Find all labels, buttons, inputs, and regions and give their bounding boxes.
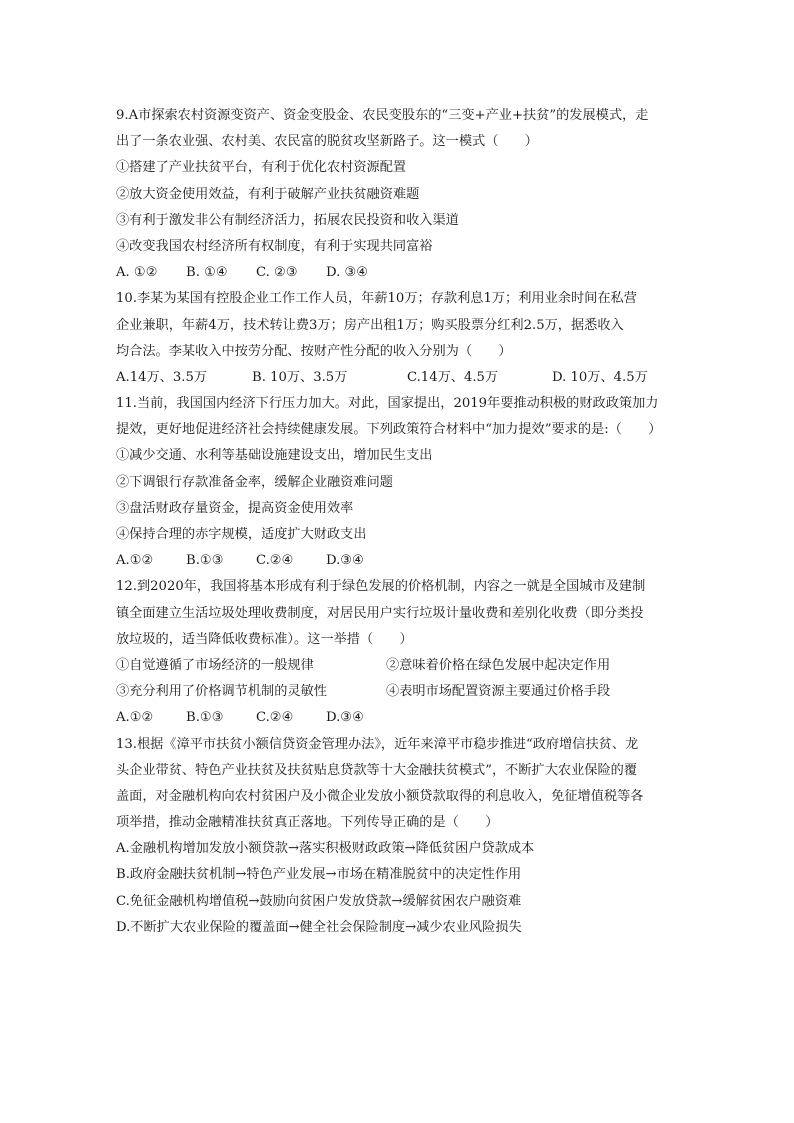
statement-option: ④改变我国农村经济所有权制度，有利于实现共同富裕 (116, 238, 433, 254)
statement-option: ①搭建了产业扶贫平台，有利于优化农村资源配置 (116, 160, 407, 176)
question-stem: 出了一条农业强、农村美、农民富的脱贫攻坚新路子。这一模式（ ） (116, 134, 538, 150)
statement-option: ①自觉遵循了市场经济的一般规律 (116, 657, 314, 673)
question-page (116, 103, 696, 941)
question-stem: 10.李某为某国有控股企业工作工作人员，年薪10万；存款利息1万；利用业余时间在私营 (116, 291, 637, 307)
statement-option: ③有利于激发非公有制经济活力，拓展农民投资和收入渠道 (116, 212, 459, 228)
choice-a[interactable]: A.14万、3.5万 (116, 369, 208, 385)
answer-choices (116, 260, 696, 286)
choice-c[interactable]: C.14万、4.5万 (407, 369, 499, 385)
question-stem: 11.当前，我国国内经济下行压力加大。对此，国家提出，2019年要推动积极的财政政策加力 (116, 396, 659, 412)
choice-c[interactable]: C. ②③ (256, 265, 298, 281)
question-stem: 项举措，推动金融精准扶贫真正落地。下列传导正确的是（ ） (116, 815, 499, 831)
choice-a[interactable]: A.①② (116, 710, 154, 726)
choice-b[interactable]: B. ①④ (186, 265, 228, 281)
question-10 (116, 286, 696, 391)
answer-choices (116, 705, 696, 731)
choice-b[interactable]: B.政府金融扶贫机制→特色产业发展→市场在精准脱贫中的决定性作用 (116, 867, 522, 883)
question-stem: 企业兼职，年薪4万，技术转让费3万；房产出租1万；购买股票分红利2.5万，据悉收入 (116, 317, 624, 333)
statement-option: ②下调银行存款准备金率，缓解企业融资难问题 (116, 474, 393, 490)
statement-option: ④保持合理的赤字规模，适度扩大财政支出 (116, 527, 367, 542)
choice-b[interactable]: B.①③ (186, 710, 224, 726)
question-stem: 12.到2020年，我国将基本形成有利于绿色发展的价格机制，内容之一就是全国城市及建制 (116, 579, 646, 595)
statement-option-row (116, 653, 696, 679)
choice-a[interactable]: A. ①② (116, 265, 158, 281)
choice-c[interactable]: C.免征金融机构增值税→鼓励向贫困户发放贷款→缓解贫困农户融资难 (116, 893, 522, 909)
statement-option-row (116, 679, 696, 705)
choice-a[interactable]: A.①② (116, 553, 154, 569)
question-stem: 13.根据《漳平市扶贫小额信贷资金管理办法》，近年来漳平市稳步推进“政府增信扶贫、龙 (116, 736, 639, 752)
choice-d[interactable]: D. 10万、4.5万 (552, 369, 648, 385)
statement-option: ③充分利用了价格调节机制的灵敏性 (116, 684, 327, 700)
choice-d[interactable]: D.③④ (326, 553, 364, 569)
question-stem: 均合法。李某收入中按劳分配、按财产性分配的收入分别为（ ） (116, 343, 512, 359)
question-13 (116, 732, 696, 942)
answer-choices (116, 548, 696, 574)
question-11 (116, 391, 696, 574)
question-stem: 放垃圾的，适当降低收费标准）。这一举措（ ） (116, 631, 413, 647)
question-9 (116, 103, 696, 286)
choice-a[interactable]: A.金融机构增加发放小额贷款→落实积极财政政策→降低贫困户贷款成本 (116, 841, 535, 857)
statement-option: ②意味着价格在绿色发展中起决定作用 (386, 657, 611, 673)
choice-c[interactable]: C.②④ (256, 710, 294, 726)
question-stem: 9.A市探索农村资源变资产、资金变股金、农民变股东的“三变+产业+扶贫”的发展模式，走 (116, 108, 649, 123)
question-stem: 头企业带贫、特色产业扶贫及扶贫贴息贷款等十大金融扶贫模式”，不断扩大农业保险的覆 (116, 762, 638, 778)
question-12 (116, 574, 696, 731)
choice-b[interactable]: B.①③ (186, 553, 224, 569)
answer-choices (116, 365, 696, 391)
question-stem: 提效，更好地促进经济社会持续健康发展。下列政策符合材料中“加力提效”要求的是:（ ） (116, 422, 662, 438)
choice-b[interactable]: B. 10万、3.5万 (252, 369, 348, 385)
question-stem: 镇全面建立生活垃圾处理收费制度，对居民用户实行垃圾计量收费和差别化收费（即分类投 (116, 605, 644, 621)
statement-option: ③盘活财政存量资金，提高资金使用效率 (116, 500, 354, 516)
statement-option: ④表明市场配置资源主要通过价格手段 (386, 684, 611, 700)
choice-c[interactable]: C.②④ (256, 553, 294, 569)
choice-d[interactable]: D.不断扩大农业保险的覆盖面→健全社会保险制度→减少农业风险损失 (116, 919, 522, 935)
choice-d[interactable]: D.③④ (326, 710, 364, 726)
choice-d[interactable]: D. ③④ (326, 265, 369, 281)
statement-option: ②放大资金使用效益，有利于破解产业扶贫融资难题 (116, 186, 420, 202)
statement-option: ①减少交通、水利等基础设施建设支出，增加民生支出 (116, 448, 433, 464)
question-stem: 盖面，对金融机构向农村贫困户及小微企业发放小额贷款取得的利息收入，免征增值税等各 (116, 788, 644, 804)
